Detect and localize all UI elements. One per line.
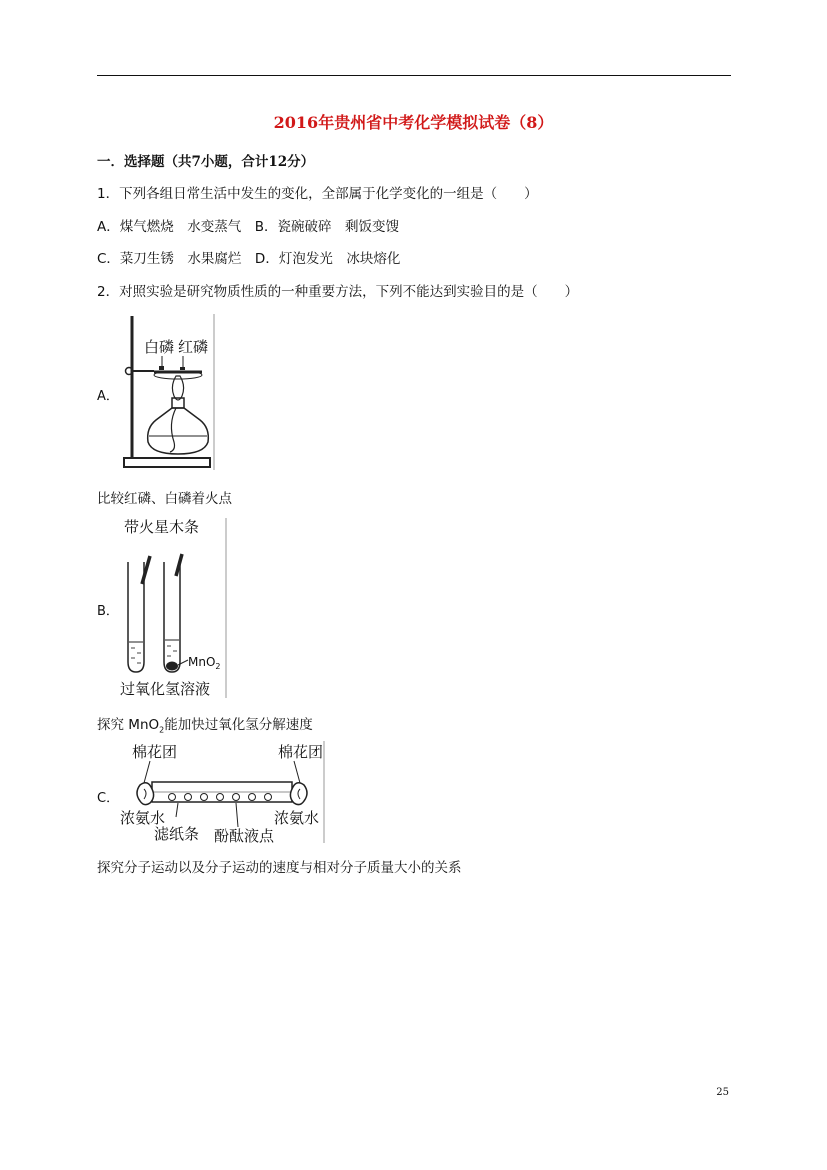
header-rule [97,75,731,76]
option-a-label: A． [97,389,119,404]
figure-c-cotton-right-label: 棉花团 [278,743,324,761]
question-1-stem: 1．下列各组日常生活中发生的变化，全部属于化学变化的一组是（ ） [97,186,538,202]
question-2-stem: 2．对照实验是研究物质性质的一种重要方法，下列不能达到实验目的是（ ） [97,284,579,300]
figure-b-h2o2-label: 过氧化氢溶液 [120,680,211,698]
option-b-label: B． [97,604,119,619]
section-heading: 一．选择题（共7小题，合计12分） [97,154,315,170]
figure-c-phenolphthalein-label: 酚酞液点 [214,827,275,845]
figure-b-mno2-label: MnO$_2$ [188,655,221,671]
figure-b-test-tubes [118,516,228,700]
figure-c-ammonia-right-label: 浓氨水 [274,809,320,827]
question-1-options-cd: C．菜刀生锈 水果腐烂 D．灯泡发光 冰块熔化 [97,251,401,267]
figure-a-red-phosphorus-label: 红磷 [178,338,209,356]
figure-b-splint-label: 带火星木条 [124,518,200,536]
page-number: 25 [716,1087,729,1098]
option-b-caption: 探究 MnO$_2$能加快过氧化氢分解速度 [97,717,313,735]
question-1-options-ab: A．煤气燃烧 水变蒸气 B．瓷碗破碎 剩饭变馊 [97,219,399,235]
figure-a-phosphorus-apparatus [118,312,216,472]
option-a-caption: 比较红磷、白磷着火点 [97,491,232,507]
exam-title: 2016年贵州省中考化学模拟试卷（8） [273,113,554,132]
figure-a-white-phosphorus-label: 白磷 [144,338,175,356]
figure-c-ammonia-left-label: 浓氨水 [120,809,166,827]
figure-c-glass-tube [118,739,326,845]
figure-c-cotton-left-label: 棉花团 [132,743,178,761]
figure-c-filter-paper-label: 滤纸条 [154,825,200,843]
option-c-label: C． [97,791,120,806]
option-c-caption: 探究分子运动以及分子运动的速度与相对分子质量大小的关系 [97,860,462,876]
